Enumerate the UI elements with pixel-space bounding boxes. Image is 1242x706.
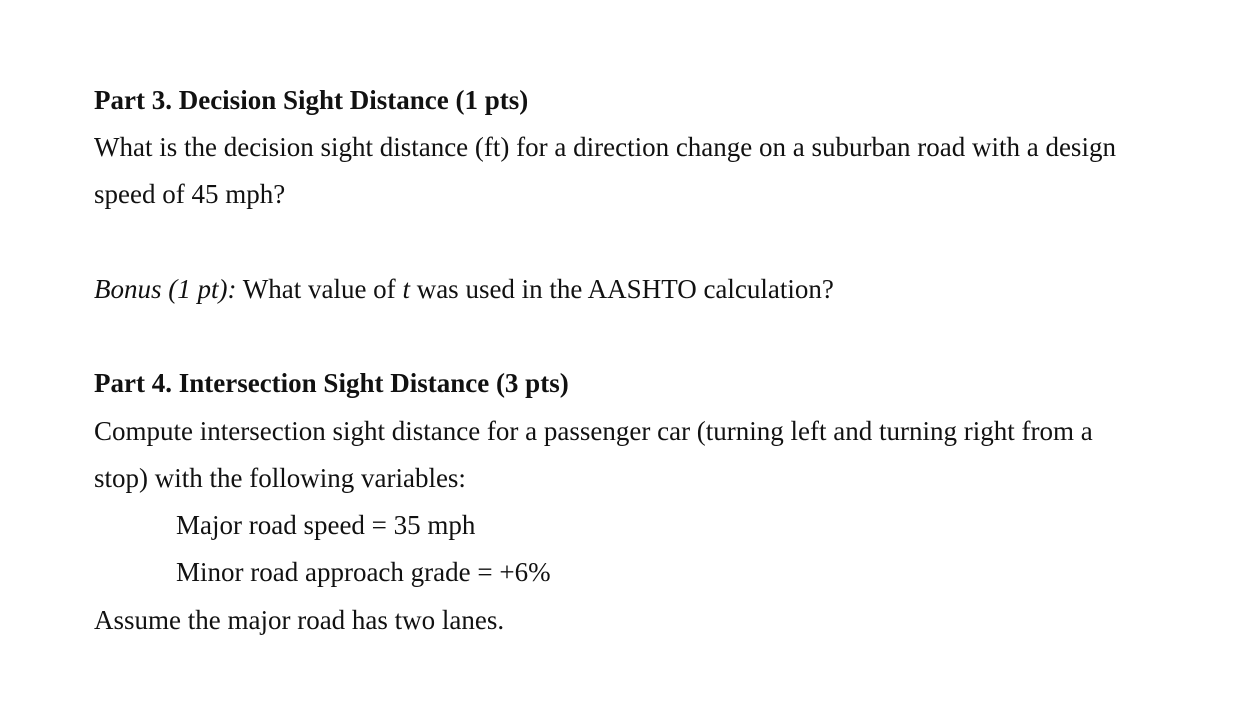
bonus-variable-t: t [402, 274, 410, 304]
part3-question-line-1: What is the decision sight distance (ft) for a direction change on a suburban road with a design [94, 132, 1116, 162]
part3-heading: Part 3. Decision Sight Distance (1 pts) [94, 85, 529, 115]
bonus-label: Bonus (1 pt): [94, 274, 237, 304]
part4-variable-minor-road-grade: Minor road approach grade = +6% [176, 557, 551, 587]
part4-assumption: Assume the major road has two lanes. [94, 605, 505, 635]
part4-question-line-2: stop) with the following variables: [94, 463, 466, 493]
part4-question-line-1: Compute intersection sight distance for a passenger car (turning left and turning right from a [94, 416, 1093, 446]
part4-variable-major-road-speed: Major road speed = 35 mph [176, 510, 476, 540]
part4-heading: Part 4. Intersection Sight Distance (3 pts) [94, 368, 569, 398]
bonus-text-after-variable: was used in the AASHTO calculation? [409, 274, 834, 304]
bonus-text-before-variable: What value of [236, 274, 403, 304]
part3-question-line-2: speed of 45 mph? [94, 179, 286, 209]
part3-bonus-question [94, 273, 834, 305]
